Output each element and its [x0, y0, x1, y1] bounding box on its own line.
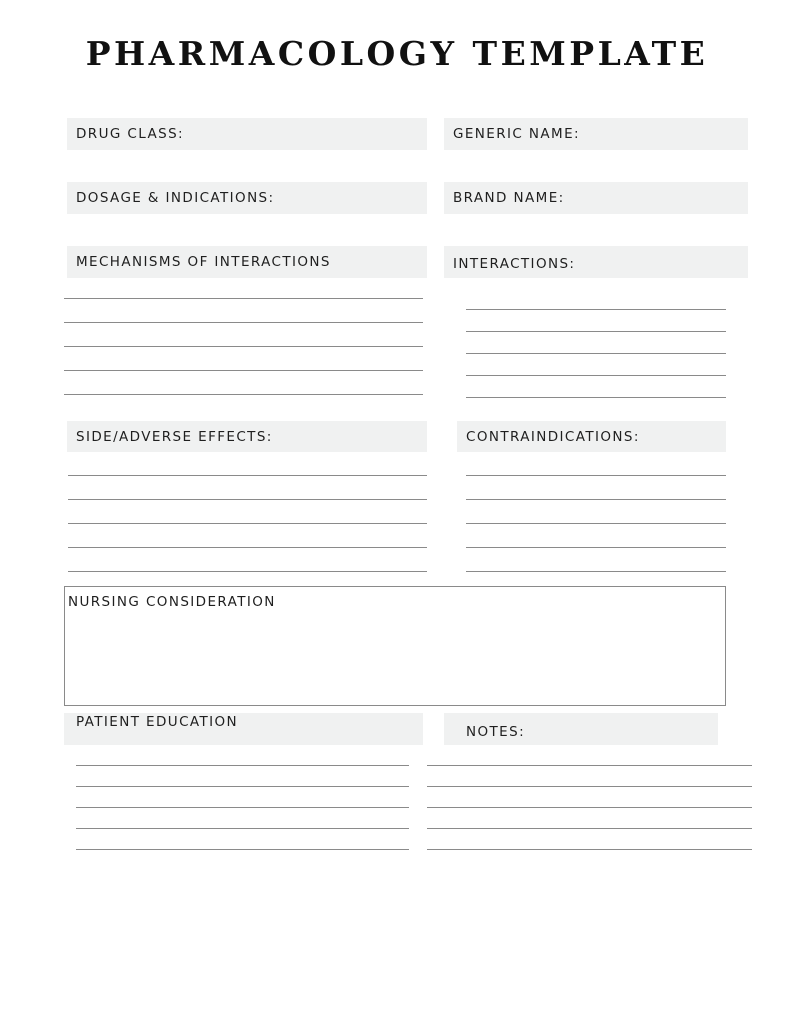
writing-line[interactable] — [68, 523, 427, 524]
page-title: PHARMACOLOGY TEMPLATE — [85, 34, 709, 73]
writing-line[interactable] — [427, 828, 752, 829]
dosage-indications-label: DOSAGE & INDICATIONS: — [67, 182, 427, 214]
notes-lines — [427, 765, 752, 850]
writing-line[interactable] — [64, 346, 423, 347]
drug-class-label: DRUG CLASS: — [67, 118, 427, 150]
writing-line[interactable] — [466, 475, 726, 476]
writing-line[interactable] — [427, 807, 752, 808]
writing-line[interactable] — [466, 353, 726, 354]
patient-education-label: PATIENT EDUCATION — [64, 713, 423, 745]
writing-line[interactable] — [427, 786, 752, 787]
writing-line[interactable] — [76, 849, 409, 850]
writing-line[interactable] — [466, 309, 726, 310]
writing-line[interactable] — [466, 571, 726, 572]
writing-line[interactable] — [68, 547, 427, 548]
writing-line[interactable] — [68, 571, 427, 572]
writing-line[interactable] — [76, 807, 409, 808]
mechanisms-lines — [64, 298, 423, 395]
writing-line[interactable] — [68, 475, 427, 476]
writing-line[interactable] — [76, 786, 409, 787]
side-effects-lines — [68, 475, 427, 572]
writing-line[interactable] — [466, 397, 726, 398]
brand-name-label: BRAND NAME: — [444, 182, 748, 214]
contraindications-lines — [466, 475, 726, 572]
writing-line[interactable] — [466, 331, 726, 332]
writing-line[interactable] — [466, 523, 726, 524]
side-effects-label: SIDE/ADVERSE EFFECTS: — [67, 421, 427, 452]
writing-line[interactable] — [427, 849, 752, 850]
notes-label: NOTES: — [444, 713, 718, 745]
writing-line[interactable] — [68, 499, 427, 500]
writing-line[interactable] — [64, 394, 423, 395]
contraindications-label: CONTRAINDICATIONS: — [457, 421, 726, 452]
writing-line[interactable] — [64, 322, 423, 323]
writing-line[interactable] — [427, 765, 752, 766]
writing-line[interactable] — [466, 547, 726, 548]
nursing-consideration-label: NURSING CONSIDERATION — [68, 594, 276, 610]
writing-line[interactable] — [64, 370, 423, 371]
writing-line[interactable] — [466, 499, 726, 500]
interactions-lines — [466, 309, 726, 398]
patient-education-lines — [76, 765, 409, 850]
interactions-label: INTERACTIONS: — [444, 246, 748, 278]
writing-line[interactable] — [76, 765, 409, 766]
nursing-consideration-box[interactable] — [64, 586, 726, 706]
generic-name-label: GENERIC NAME: — [444, 118, 748, 150]
writing-line[interactable] — [64, 298, 423, 299]
writing-line[interactable] — [466, 375, 726, 376]
mechanisms-label: MECHANISMS OF INTERACTIONS — [67, 246, 427, 278]
writing-line[interactable] — [76, 828, 409, 829]
